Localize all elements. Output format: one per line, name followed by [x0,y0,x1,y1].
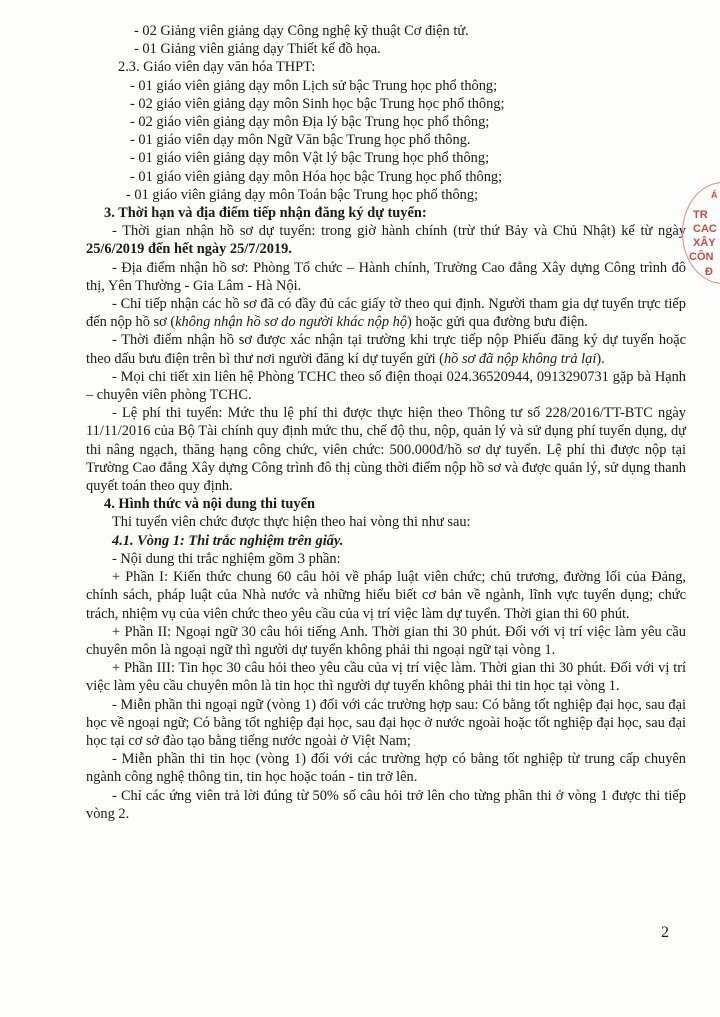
paragraph-text: ). [596,350,605,367]
stamp-text: CÔN [689,251,714,263]
paragraph-text: - Thời gian nhận hồ sơ dự tuyển: trong giờ hành chính (trừ thứ Bảy và Chủ Nhật) kể từ ngày [112,223,686,240]
section-4-paragraph: - Miễn phần thi ngoại ngữ (vòng 1) đối với các trường hợp sau: Có bằng tốt nghiệp đại học, sau đại học về ngoại ngữ; Có bằng tốt nghiệp đại học, sau đại học ở nước ngoài hoặc tốt nghiệp đại học, sau đại học tại cơ sở đào tạo bằng tiếng nước ngoài ở Việt Nam; [86,696,686,749]
list-item: - 02 giáo viên giảng dạy môn Địa lý bậc Trung học phổ thông; [130,114,490,131]
stamp-text: TR [693,209,708,221]
list-item: - 01 Giảng viên giảng dạy Thiết kế đồ họa. [134,41,381,58]
deadline-text: 25/6/2019 đến hết ngày 25/7/2019. [86,241,292,258]
list-item: - 02 Giảng viên giảng dạy Công nghệ kỹ thuật Cơ điện tử. [134,23,469,39]
paragraph-text: ) hoặc gửi qua đường bưu điện. [407,314,588,331]
section-4-paragraph: - Chỉ các ứng viên trả lời đúng từ 50% số câu hỏi trở lên cho từng phần thi ở vòng 1 được thi tiếp vòng 2. [86,787,686,822]
section-4-paragraph: - Miễn phần thi tin học (vòng 1) đối với các trường hợp có bằng tốt nghiệp từ trung cấp chuyên ngành công nghệ thông tin, tin học hoặc toán - tin trở lên. [86,751,686,786]
list-item: - 01 giáo viên giảng dạy môn Hóa học bậc Trung học phổ thông; [130,168,503,185]
list-item: - 01 giáo viên dạy môn Ngữ Văn bậc Trung học phổ thông. [130,132,471,149]
emphasis-text: hồ sơ đã nộp không trả lại [443,350,597,367]
list-item: - 01 giáo viên giảng dạy môn Vật lý bậc Trung học phổ thông; [130,150,490,167]
list-item: - 02 giáo viên giảng dạy môn Sinh học bậc Trung học phổ thông; [130,95,505,112]
subsection-heading: 2.3. Giáo viên dạy văn hóa THPT: [118,59,316,76]
list-item: - 01 giáo viên giảng dạy môn Toán bậc Trung học phổ thông; [126,186,479,203]
section-4-paragraph: - Nội dung thi trắc nghiệm gồm 3 phần: [112,550,341,567]
stamp-text: CAC [693,223,717,235]
seal-stamp [682,182,720,284]
document-body [86,22,686,823]
section-3-paragraph [86,331,686,367]
section-4-heading: 4. Hình thức và nội dung thi tuyển [104,496,315,513]
section-4-intro: Thi tuyển viên chức được thực hiện theo hai vòng thi như sau: [112,514,471,531]
stamp-text: Á [711,190,718,200]
stamp-text: XÂY [693,237,716,249]
section-3-paragraph: - Địa điểm nhận hồ sơ: Phòng Tổ chức – Hành chính, Trường Cao đẳng Xây dựng Công trình đô thị, Yên Thường - Gia Lâm - Hà Nội. [86,259,686,294]
page-number: 2 [661,924,669,941]
section-4-paragraph: + Phần I: Kiến thức chung 60 câu hỏi về pháp luật viên chức; chủ trương, đường lối của Đảng, chính sách, pháp luật của Nhà nước và những hiểu biết cơ bản về ngành, lĩnh vực tuyển dụng; chức trách, nhiệm vụ của viên chức theo yêu cầu của vị trí việc làm dự tuyển. Thời gian thi 60 phút. [86,569,686,622]
section-3-paragraph [86,295,686,331]
section-3-heading: 3. Thời hạn và địa điểm tiếp nhận đăng ký dự tuyển: [104,205,427,222]
section-4-paragraph: + Phần II: Ngoại ngữ 30 câu hỏi tiếng Anh. Thời gian thi 30 phút. Đối với vị trí việc làm yêu cầu chuyên môn là ngoại ngữ thì người dự tuyển không phải thi ngoại ngữ tại vòng 1. [86,623,686,658]
emphasis-text: không nhận hồ sơ do người khác nộp hộ [175,314,408,331]
subsection-4-1-heading: 4.1. Vòng 1: Thi trắc nghiệm trên giấy. [112,532,344,549]
section-3-paragraph: - Lệ phí thi tuyển: Mức thu lệ phí thi được thực hiện theo Thông tư số 228/2016/TT-BTC ngày 11/11/2016 của Bộ Tài chính quy định mức thu, chế độ thu, nộp, quản lý và sử dụng phí tuyển dụng, dự thi nâng ngạch, thăng hạng công chức, viên chức: 500.000đ/hồ sơ dự tuyển. Lệ phí thi được nộp tại Trường Cao đẳng Xây dựng Công trình đô thị cùng thời điểm nộp hồ sơ và được quản lý, sử dụng thanh quyết toán theo quy định. [86,405,686,495]
list-item: - 01 giáo viên giảng dạy môn Lịch sử bậc Trung học phổ thông; [130,77,498,94]
stamp-text: Đ [705,266,713,278]
paragraph-text: - Thời điểm nhận hồ sơ được xác nhận tại trường khi trực tiếp nộp Phiếu đăng ký dự tuyển hoặc theo dấu bưu điện trên bì thư nơi người đăng kí dự tuyển gửi ( [86,332,686,367]
section-3-paragraph [86,222,686,258]
paragraph-text: - Chỉ tiếp nhận các hồ sơ đã có đầy đủ các giấy tờ theo qui định. Người tham gia dự tuyển trực tiếp đến nộp hồ sơ ( [86,296,686,331]
section-3-paragraph: - Mọi chi tiết xin liên hệ Phòng TCHC theo số điện thoại 024.36520944, 0913290731 gặp bà Hạnh – chuyên viên phòng TCHC. [86,368,686,404]
section-4-paragraph: + Phần III: Tin học 30 câu hỏi theo yêu cầu của vị trí việc làm. Thời gian thi 30 phút. Đối với vị trí việc làm yêu cầu chuyên môn là tin học thì người dự tuyển không phải thi tin học tại vòng 1. [86,660,686,695]
